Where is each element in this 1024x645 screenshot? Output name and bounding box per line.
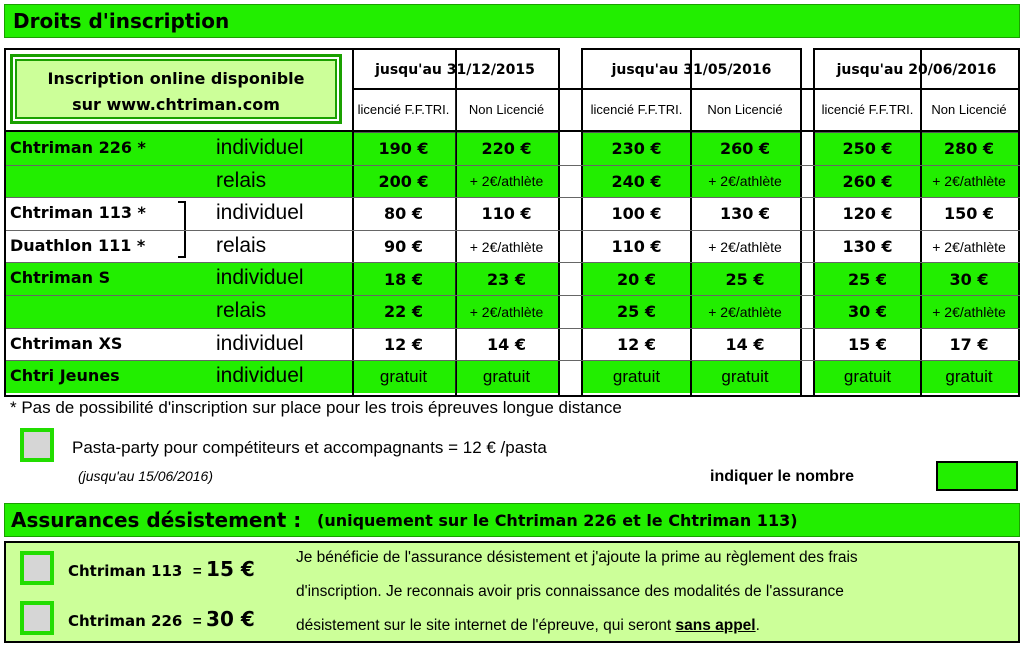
- hline-row-5: [6, 295, 1020, 296]
- price-cell: 14 €: [690, 328, 800, 361]
- period-col-licencie-2: licencié F.F.TRI.: [821, 101, 914, 117]
- price-cell: + 2€/athlète: [690, 295, 800, 328]
- insurance-text-no-appeal: sans appel: [675, 617, 756, 634]
- price-cell: 230 €: [583, 132, 690, 165]
- row-category: Duathlon 111 *: [10, 235, 146, 255]
- insurance-text-line3-pre: désistement sur le site internet de l'épreuve, qui seront: [296, 617, 672, 634]
- price-cell: 80 €: [352, 197, 455, 230]
- price-cell: 25 €: [690, 262, 800, 295]
- insurance-header: [4, 503, 1020, 537]
- price-cell: 220 €: [455, 132, 558, 165]
- price-cell: gratuit: [815, 360, 920, 393]
- row-type: individuel: [216, 136, 304, 159]
- price-cell: 100 €: [583, 197, 690, 230]
- vline-2: [690, 48, 692, 395]
- pasta-label: Pasta-party pour compétiteurs et accompagnants = 12 € /pasta: [72, 438, 547, 457]
- hline-row-6: [6, 328, 1020, 329]
- online-line1: Inscription online disponible: [47, 69, 305, 88]
- price-cell: 280 €: [920, 132, 1018, 165]
- price-cell: gratuit: [583, 360, 690, 393]
- insurance-113-price: 15 €: [206, 557, 255, 581]
- insurance-226-eq: =: [192, 613, 202, 630]
- price-cell: 240 €: [583, 165, 690, 198]
- period-header-2: jusqu'au 20/06/2016: [836, 62, 997, 78]
- price-cell: gratuit: [920, 360, 1018, 393]
- insurance-subtitle: (uniquement sur le Chtriman 226 et le Chtriman 113): [317, 511, 798, 530]
- vline-3: [920, 48, 922, 395]
- insurance-226-checkbox[interactable]: [20, 601, 54, 635]
- insurance-text-line3: [296, 617, 760, 635]
- price-cell: 200 €: [352, 165, 455, 198]
- row-label-bg-1: [6, 165, 352, 198]
- pasta-deadline: (jusqu'au 15/06/2016): [78, 468, 213, 484]
- price-cell: 30 €: [920, 262, 1018, 295]
- price-cell: gratuit: [352, 360, 455, 393]
- price-cell: + 2€/athlète: [920, 165, 1018, 198]
- online-registration-box: [10, 54, 342, 124]
- price-cell: 260 €: [815, 165, 920, 198]
- price-cell: + 2€/athlète: [455, 165, 558, 198]
- price-cell: 12 €: [352, 328, 455, 361]
- period-col-non-licencie-0: Non Licencié: [468, 101, 545, 117]
- period-header-0: jusqu'au 31/12/2015: [375, 62, 535, 78]
- period-header-1: jusqu'au 31/05/2016: [611, 62, 772, 78]
- insurance-text-line3-post: .: [755, 617, 760, 634]
- section-header: [4, 4, 1020, 38]
- price-cell: 120 €: [815, 197, 920, 230]
- price-cell: 190 €: [352, 132, 455, 165]
- vline-sub-1: [455, 88, 456, 393]
- hline-header-2: [6, 130, 1020, 132]
- insurance-text-line1: Je bénéficie de l'assurance désistement et j'ajoute la prime au règlement des frais: [296, 549, 858, 566]
- page-title: Droits d'inscription: [13, 9, 230, 33]
- insurance-113-eq: =: [192, 563, 202, 580]
- pasta-count-label: indiquer le nombre: [710, 468, 855, 485]
- price-cell: gratuit: [690, 360, 800, 393]
- price-cell: 110 €: [455, 197, 558, 230]
- price-cell: + 2€/athlète: [455, 295, 558, 328]
- price-cell: 12 €: [583, 328, 690, 361]
- vline-0: [352, 48, 354, 395]
- row-category: Chtri Jeunes: [10, 366, 120, 386]
- price-cell: 18 €: [352, 262, 455, 295]
- row-type: individuel: [216, 266, 304, 290]
- price-cell: 25 €: [583, 295, 690, 328]
- row-type: relais: [216, 168, 267, 192]
- price-cell: 30 €: [815, 295, 920, 328]
- price-cell: 25 €: [815, 262, 920, 295]
- period-col-non-licencie-1: Non Licencié: [707, 101, 783, 117]
- price-cell: 23 €: [455, 262, 558, 295]
- row-label-bg-5: [6, 295, 352, 328]
- hline-row-3: [6, 230, 1020, 231]
- insurance-113-checkbox[interactable]: [20, 551, 54, 585]
- insurance-text-line2: d'inscription. Je reconnais avoir pris connaissance des modalités de l'assurance: [296, 583, 844, 600]
- insurance-226-name: Chtriman 226: [68, 612, 183, 630]
- insurance-box: [4, 541, 1020, 643]
- row-type: individuel: [216, 331, 304, 355]
- period-gap-0: [558, 48, 583, 395]
- price-cell: + 2€/athlète: [920, 295, 1018, 328]
- row-type: individuel: [216, 201, 304, 225]
- footnote: * Pas de possibilité d'inscription sur place pour les trois épreuves longue distance: [10, 398, 622, 417]
- price-cell: 17 €: [920, 328, 1018, 361]
- insurance-226-label: [68, 607, 255, 631]
- row-category: Chtriman 226 *: [10, 138, 146, 157]
- hline-row-7: [6, 360, 1020, 361]
- period-col-licencie-1: licencié F.F.TRI.: [590, 101, 683, 117]
- price-cell: 22 €: [352, 295, 455, 328]
- hline-row-1: [6, 165, 1020, 166]
- price-cell: + 2€/athlète: [920, 230, 1018, 263]
- period-col-licencie-0: licencié F.F.TRI.: [357, 101, 450, 117]
- insurance-113-name: Chtriman 113: [68, 562, 183, 580]
- insurance-title: Assurances désistement :: [11, 508, 302, 532]
- hline-row-2: [6, 197, 1020, 198]
- period-gap-1: [800, 48, 815, 395]
- price-cell: gratuit: [455, 360, 558, 393]
- price-cell: 14 €: [455, 328, 558, 361]
- row-type: individuel: [216, 364, 304, 388]
- period-col-non-licencie-2: Non Licencié: [931, 101, 1007, 117]
- row-category: Chtriman XS: [10, 333, 123, 353]
- price-cell: + 2€/athlète: [690, 165, 800, 198]
- row-type: relais: [216, 299, 267, 322]
- price-cell: 130 €: [690, 197, 800, 230]
- row-category: Chtriman S: [10, 268, 111, 288]
- pasta-count-input[interactable]: [936, 461, 1018, 491]
- price-cell: 20 €: [583, 262, 690, 295]
- pasta-checkbox[interactable]: [20, 428, 54, 462]
- row-category: Chtriman 113 *: [10, 203, 146, 223]
- insurance-226-price: 30 €: [206, 607, 255, 631]
- price-cell: 250 €: [815, 132, 920, 165]
- price-cell: 15 €: [815, 328, 920, 361]
- row-type: relais: [216, 233, 267, 257]
- price-cell: 90 €: [352, 230, 455, 263]
- price-cell: + 2€/athlète: [455, 230, 558, 263]
- online-line2[interactable]: sur www.chtriman.com: [72, 95, 280, 114]
- price-cell: 110 €: [583, 230, 690, 263]
- hline-row-4: [6, 262, 1020, 263]
- price-cell: 130 €: [815, 230, 920, 263]
- price-cell: + 2€/athlète: [690, 230, 800, 263]
- hline-header-1: [352, 88, 1020, 90]
- price-cell: 260 €: [690, 132, 800, 165]
- price-cell: 150 €: [920, 197, 1018, 230]
- insurance-113-label: [68, 557, 255, 581]
